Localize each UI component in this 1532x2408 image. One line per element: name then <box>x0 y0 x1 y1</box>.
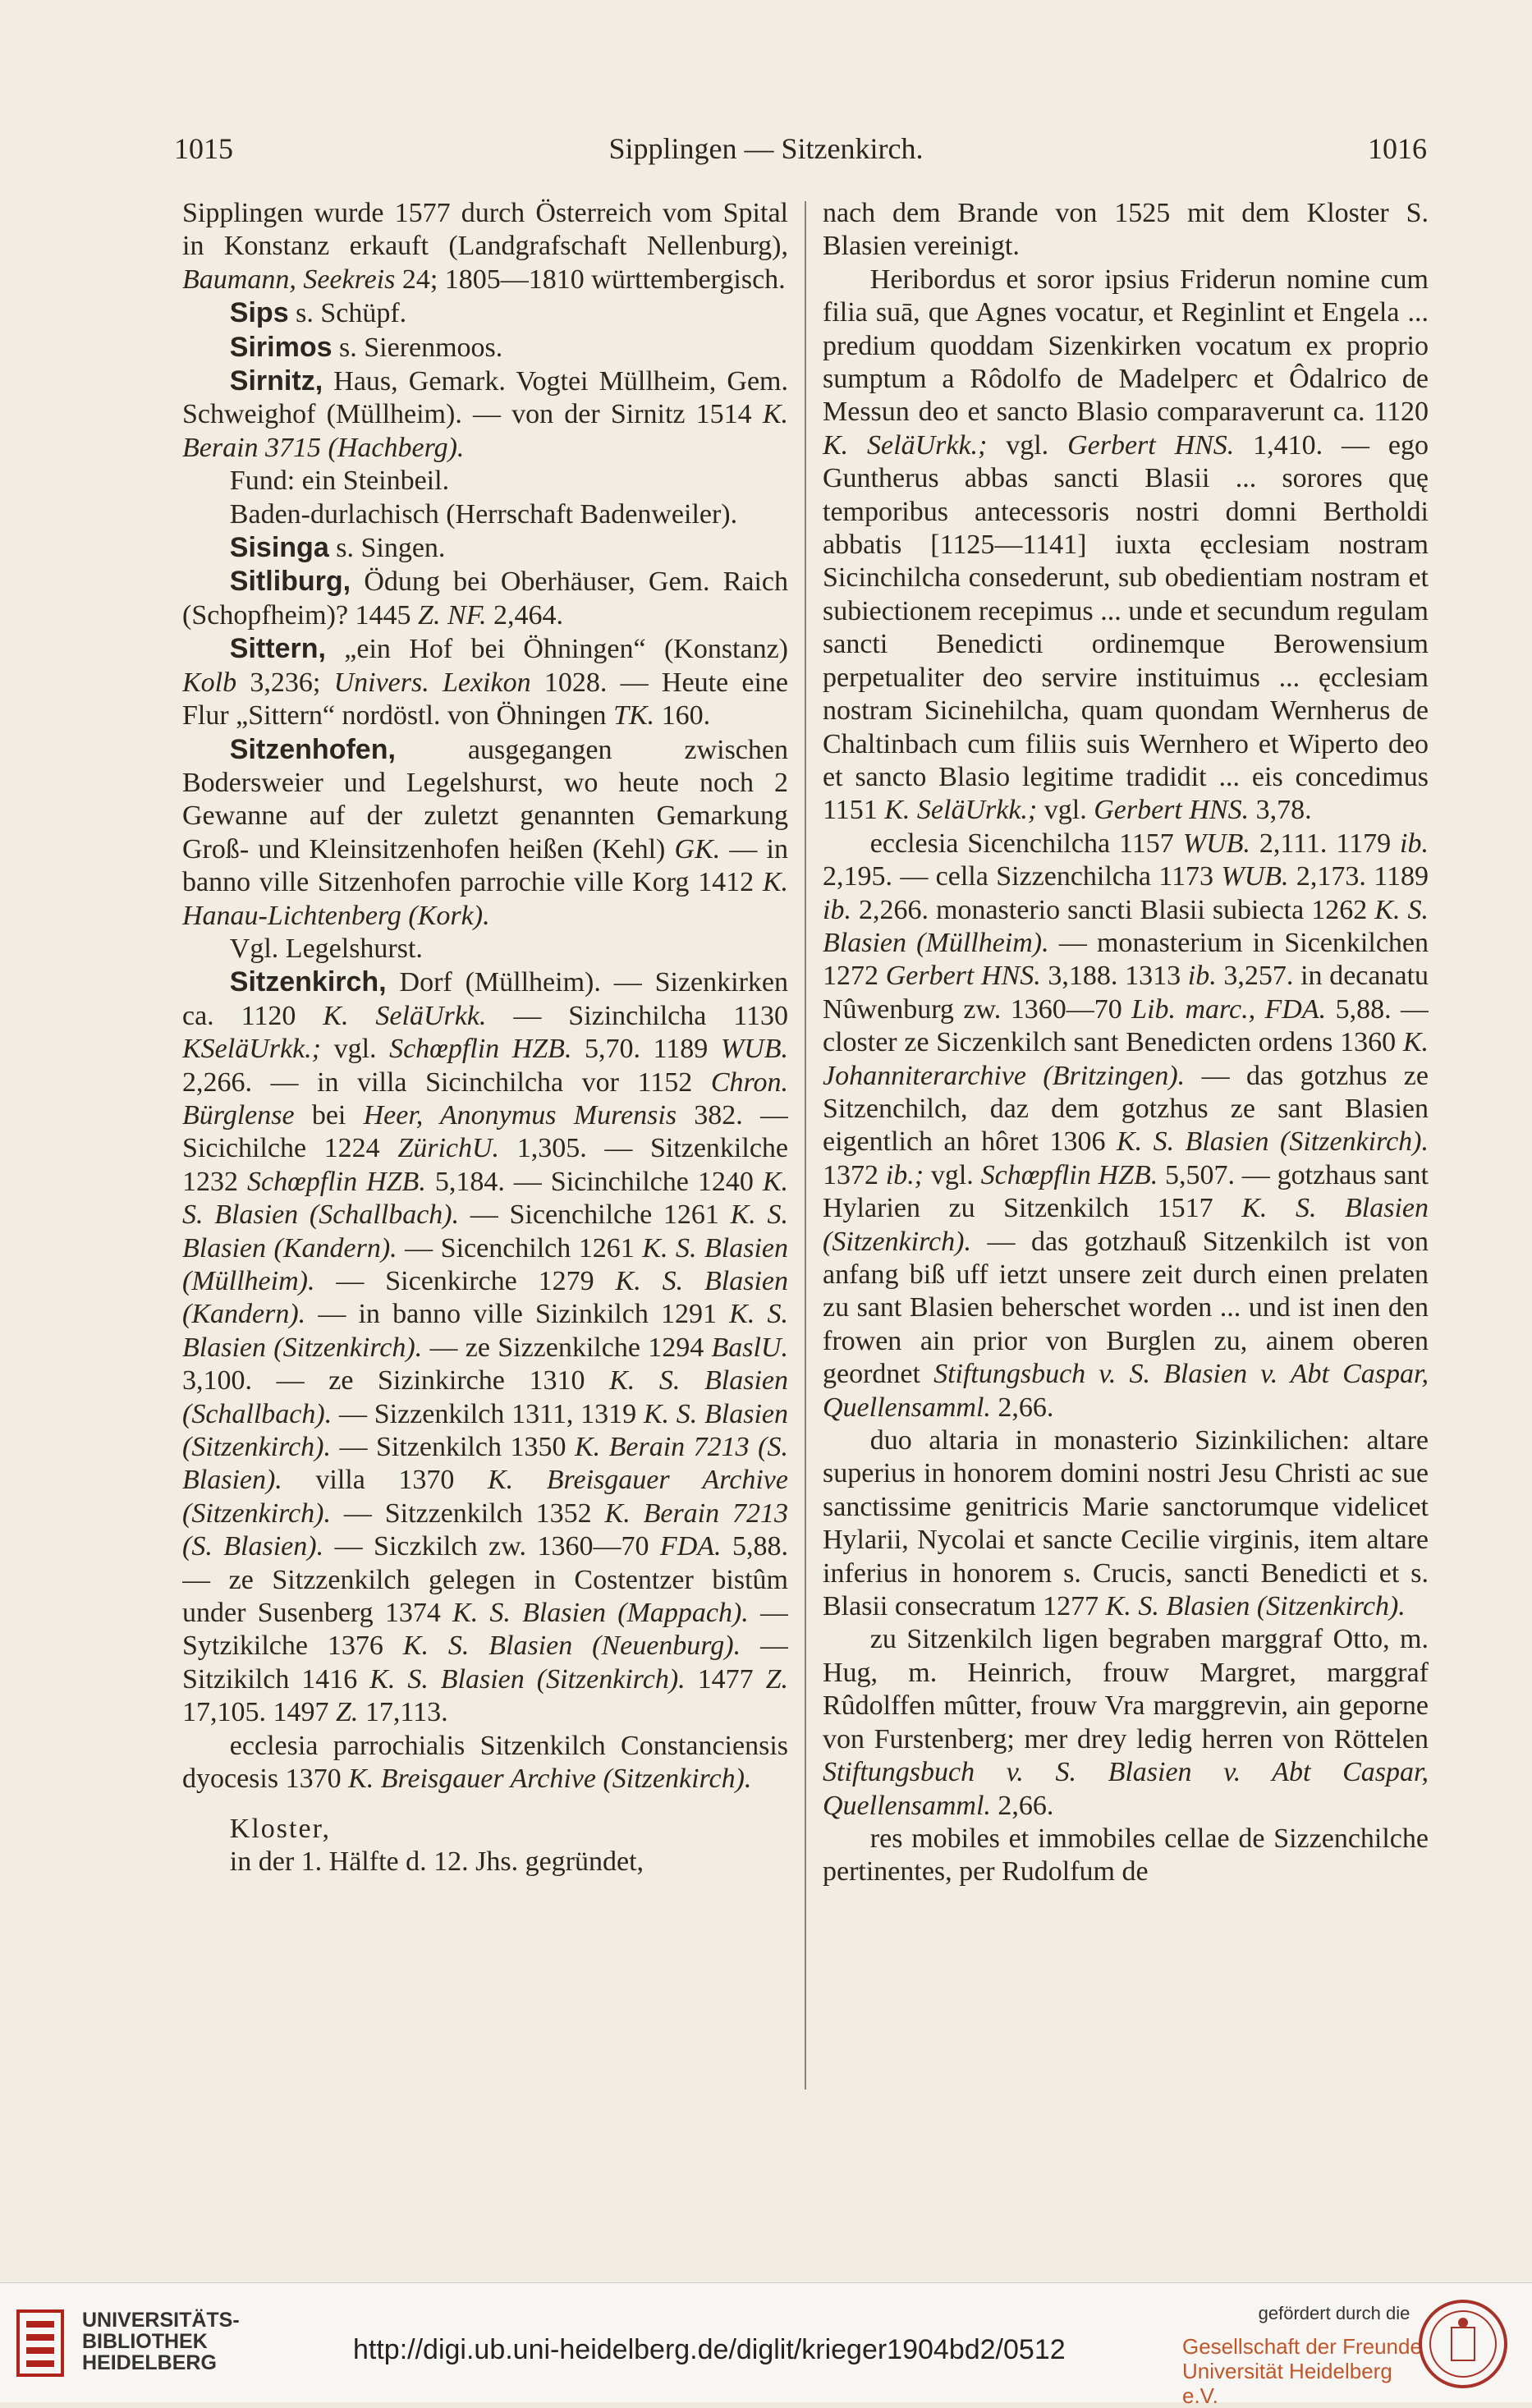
running-title: Sipplingen — Sitzenkirch. <box>608 132 924 165</box>
left-column <box>182 197 788 2094</box>
sponsor-name-line2: Universität Heidelberg e.V. <box>1182 2359 1392 2408</box>
entry-kloster-founded: in der 1. Hälfte d. 12. Jhs. gegründet, <box>229 1846 644 1877</box>
library-name <box>82 2309 240 2374</box>
page-number-left: 1015 <box>174 132 233 165</box>
entry-res-mobiles: res mobiles et immobiles cellae de Sizzenchilche pertinentes, per Rudolfum de <box>823 1823 1429 1887</box>
entry-sirnitz: Sirnitz, Haus, Gemark. Vogtei Müllheim, Gem. Schweighof (Müllheim). — von der Sirnitz 1514 K. Berain 3715 (Hachberg). <box>182 365 788 463</box>
page-number-right: 1016 <box>1368 132 1427 165</box>
sponsor-name-line1: Gesellschaft der Freunde <box>1182 2334 1422 2359</box>
entry-sirnitz-fund: Fund: ein Steinbeil. <box>229 466 450 497</box>
entry-duo-altaria: duo altaria in monasterio Sizinkilichen: altare superius in honorem domini nostri Jesu Christi ac sue sanctissime genitricis Marie sanctorumque videlicet Hylarii, Nycolai et sancte Cecilie virginis, item altare inferius in honorem s. Crucis, sancti Benedicti et s. Blasii consecratum 1277 K. S. Blasien (Sitzenkirch). <box>823 1425 1429 1622</box>
library-name-line2: BIBLIOTHEK <box>82 2330 208 2353</box>
sponsor-name <box>1182 2334 1429 2408</box>
entry-sittern: Sittern, „ein Hof bei Öhningen“ (Konstanz) Kolb 3,236; Univers. Lexikon 1028. — Heute eine Flur „Sittern“ nordöstl. von Öhningen TK. 160. <box>182 633 788 732</box>
entry-sirnitz-herrschaft: Baden-durlachisch (Herrschaft Badenweiler). <box>229 498 738 530</box>
entry-sitzenkirch-ecclesia: ecclesia parrochialis Sitzenkilch Constanciensis dyocesis 1370 K. Breisgauer Archive (Sitzenkirch). <box>182 1730 788 1795</box>
entry-sipplingen-tail: Sipplingen wurde 1577 durch Österreich vom Spital in Konstanz erkauft (Landgrafschaft Nellenburg), Baumann, Seekreis 24; 1805—1810 württembergisch. <box>182 198 788 295</box>
column-divider <box>805 201 806 2089</box>
entry-sitzenhofen: Sitzenhofen, ausgegangen zwischen Bodersweier und Legelshurst, wo heute noch 2 Gewanne auf der zuletzt genannten Gemarkung Groß- und Kleinsitzenhofen heißen (Kehl) GK. — in banno ville Sitzenhofen parrochie ville Korg 1412 K. Hanau-Lichtenberg (Kork). <box>182 733 788 931</box>
library-logo-icon <box>15 2306 66 2380</box>
permalink-url[interactable]: http://digi.ub.uni-heidelberg.de/diglit/krieger1904bd2/0512 <box>353 2334 1066 2365</box>
entry-sisinga: Sisinga s. Singen. <box>229 532 446 564</box>
entry-heribordus: Heribordus et soror ipsius Friderun nomine cum filia suā, que Agnes vocatur, et Reginlint et Engela ... predium quoddam Sizenkirken vocatum ex proprio sumptum a Rôdolfo de Madelperc et Ôdalrico de Messun deo et sancto Blasio comparaverunt ca. 1120 K. SeläUrkk.; vgl. Gerbert HNS. 1,410. — ego Guntherus abbas sancti Blasii ... sorores quę temporibus antecessoris nostri domni Bertholdi abbatis [1125—1141] iuxta ęcclesiam nostram Sicinchilcha consederunt, sub obedientiam nostram et subiectionem recepimus ... unde et secundum regulam sancti Benedicti ordinemque Berowensium perpetualiter deo servire instituimus ... ęcclesiam nostram Sicinehilcha, quam quondam Wernherus de Chaltinbach cum filiis suis Wernhero et Wiperto deo et sancto Blasio legitime tradidit ... eis concedimus 1151 K. SeläUrkk.; vgl. Gerbert HNS. 3,78. <box>823 264 1429 826</box>
section-kloster: Kloster, <box>229 1813 332 1844</box>
entry-sips: Sips s. Schüpf. <box>229 297 407 329</box>
library-name-line3: HEIDELBERG <box>82 2351 217 2374</box>
entry-kloster-brand: nach dem Brande von 1525 mit dem Kloster S. Blasien vereinigt. <box>823 198 1429 262</box>
entry-begraben: zu Sitzenkilch ligen begraben marggraf Otto, m. Hug, m. Heinrich, frouw Margret, marggraf Rûdolffen mûtter, frouw Vra marggrevin, ain geporne von Furstenberg; mer drey ledig herren von Röttelen Stiftungsbuch v. S. Blasien v. Abt Caspar, Quellensamml. 2,66. <box>823 1624 1429 1821</box>
viewer-footer <box>0 2282 1532 2408</box>
entry-sitliburg: Sitliburg, Ödung bei Oberhäuser, Gem. Raich (Schopfheim)? 1445 Z. NF. 2,464. <box>182 566 788 631</box>
right-column <box>823 197 1429 2094</box>
university-seal-icon <box>1417 2298 1509 2390</box>
entry-ecclesia-sicenchilcha: ecclesia Sicenchilcha 1157 WUB. 2,111. 1179 ib. 2,195. — cella Sizzenchilcha 1173 WUB. 2,173. 1189 ib. 2,266. monasterio sancti Blasii subiecta 1262 K. S. Blasien (Müllheim). — monasterium in Sicenkilchen 1272 Gerbert HNS. 3,188. 1313 ib. 3,257. in decanatu Nûwenburg zw. 1360—70 Lib. marc., FDA. 5,88. — closter ze Siczenkilch sant Benedicten ordens 1360 K. Johanniterarchive (Britzingen). — das gotzhus ze Sitzenchilch, daz dem gotzhus ze sant Blasien eigentlich an hôret 1306 K. S. Blasien (Sitzenkirch). 1372 ib.; vgl. Schœpflin HZB. 5,507. — gotzhaus sant Hylarien zu Sitzenkilch 1517 K. S. Blasien (Sitzenkirch). — das gotzhauß Sitzenkilch ist von anfang biß uff ietzt unsere zeit durch einen prelaten zu sant Blasien beherschet worden ... und ist inen den frowen ain prior von Burglen zu, ainem oberen geordnet Stiftungsbuch v. S. Blasien v. Abt Caspar, Quellensamml. 2,66. <box>823 828 1429 1423</box>
sponsor-label: gefördert durch die <box>1258 2303 1410 2323</box>
entry-sirimos: Sirimos s. Sierenmoos. <box>229 331 503 363</box>
entry-sitzenhofen-vgl: Vgl. Legelshurst. <box>229 933 423 964</box>
library-name-line1: UNIVERSITÄTS- <box>82 2309 240 2332</box>
entry-sitzenkirch: Sitzenkirch, Dorf (Müllheim). — Sizenkirken ca. 1120 K. SeläUrkk. — Sizinchilcha 1130 KSeläUrkk.; vgl. Schœpflin HZB. 5,70. 1189 WUB. 2,266. — in villa Sicinchilcha vor 1152 Chron. Bürglense bei Heer, Anonymus Murensis 382. — Sicichilche 1224 ZürichU. 1,305. — Sitzenkilche 1232 Schœpflin HZB. 5,184. — Sicinchilche 1240 K. S. Blasien (Schallbach). — Sicenchilche 1261 K. S. Blasien (Kandern). — Sicenchilch 1261 K. S. Blasien (Müllheim). — Sicenkirche 1279 K. S. Blasien (Kandern). — in banno ville Sizinkilch 1291 K. S. Blasien (Sitzenkirch). — ze Sizzenkilche 1294 BaslU. 3,100. — ze Sizinkirche 1310 K. S. Blasien (Schallbach). — Sizzenkilch 1311, 1319 K. S. Blasien (Sitzenkirch). — Sitzenkilch 1350 K. Berain 7213 (S. Blasien). villa 1370 K. Breisgauer Archive (Sitzenkirch). — Sitzzenkilch 1352 K. Berain 7213 (S. Blasien). — Siczkilch zw. 1360—70 FDA. 5,88. — ze Sitzzenkilch gelegen in Costentzer bistûm under Susenberg 1374 K. S. Blasien (Mappach). — Sytzikilche 1376 K. S. Blasien (Neuenburg). — Sitzikilch 1416 K. S. Blasien (Sitzenkirch). 1477 Z. 17,105. 1497 Z. 17,113. <box>182 966 788 1728</box>
